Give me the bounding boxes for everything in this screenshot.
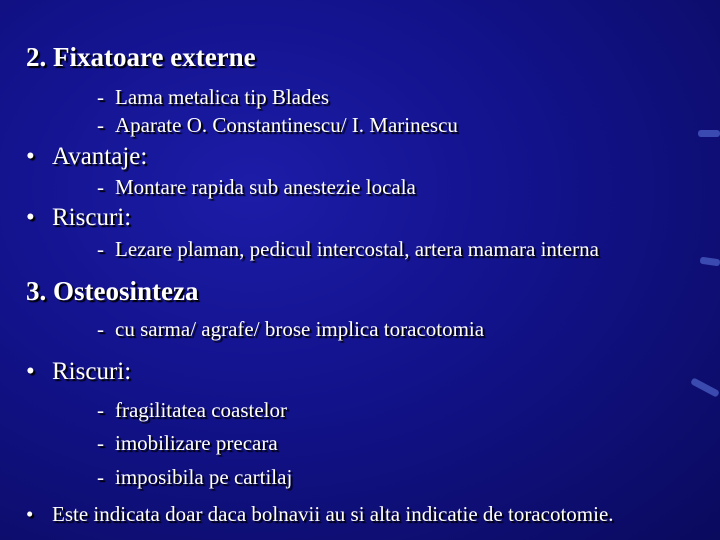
bullet-marker: • [26, 358, 35, 385]
list-item: - Lama metalica tip Blades [97, 85, 329, 109]
bullet-marker: • [26, 502, 34, 526]
list-item: - fragilitatea coastelor [97, 398, 287, 422]
dash-marker: - [97, 465, 104, 489]
decorative-stripe [690, 377, 720, 397]
dash-marker: - [97, 317, 104, 341]
dash-marker: - [97, 85, 104, 109]
list-item: - cu sarma/ agrafe/ brose implica toracotomia [97, 317, 485, 341]
dash-marker: - [97, 113, 104, 137]
list-item: - imposibila pe cartilaj [97, 465, 293, 489]
bullet-marker: • [26, 143, 35, 170]
dash-marker: - [97, 398, 104, 422]
advantages-heading: • Avantaje: [26, 143, 148, 170]
risks-heading: • Riscuri: [26, 204, 132, 231]
dash-marker: - [97, 431, 104, 455]
decorative-stripe [698, 130, 720, 137]
list-item: - Lezare plaman, pedicul intercostal, artera mamara interna [97, 237, 599, 261]
section-3-title: 3. Osteosinteza [26, 276, 199, 306]
dash-marker: - [97, 175, 104, 199]
list-item: - Montare rapida sub anestezie locala [97, 175, 416, 199]
section-2-title: 2. Fixatoare externe [26, 42, 256, 72]
list-item: - imobilizare precara [97, 431, 278, 455]
bullet-marker: • [26, 204, 35, 231]
decorative-stripe [700, 257, 720, 267]
note-line: • Este indicata doar daca bolnavii au si alta indicatie de toracotomie. [26, 502, 614, 526]
dash-marker: - [97, 237, 104, 261]
risks-heading: • Riscuri: [26, 358, 132, 385]
list-item: - Aparate O. Constantinescu/ I. Marinescu [97, 113, 458, 137]
